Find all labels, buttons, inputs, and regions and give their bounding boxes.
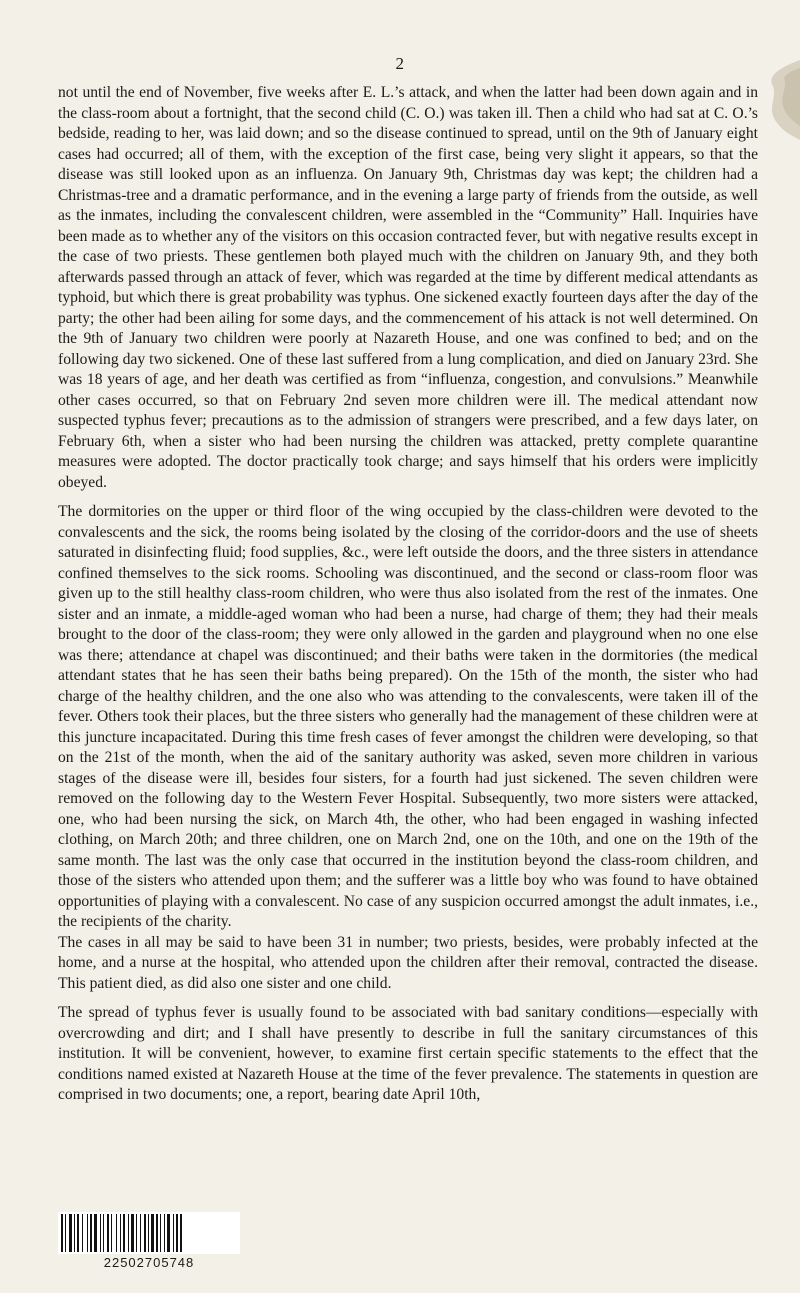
paragraph: not until the end of November, five weeks after E. L.’s attack, and when the latter had been down again and in the class-room about a fortnight, that the second child (C. O.) was taken ill. Then a child who had sat at C. O.’s bedside, reading to her, was laid down; and so the disease continued to spread, until on the 9th of January eight cases had occurred; all of them, with the exception of the first case, being very slight it appears, so that the disease was still looked upon as an influenza. On January 9th, Christmas day was kept; the children had a Christmas-tree and a dramatic performance, and in the evening a large party of friends from the outside, as well as the inmates, including the convalescent children, were assembled in the “Community” Hall. Inquiries have been made as to whether any of the visitors on this occasion contracted fever, but with negative results except in the case of two priests. These gentlemen both played much with the children on January 9th, and they both afterwards passed through an attack of fever, which was regarded at the time by different medical attendants as typhoid, but which there is great probability was typhus. One sickened exactly fourteen days after the day of the party; the other had been ailing for some days, and the commencement of his attack is not well determined. On the 9th of January two children were poorly at Nazareth House, and one was confined to bed; and on the following day two sickened. One of these last suffered from a lung complication, and died on January 23rd. She was 18 years of age, and her death was certified as from “influenza, congestion, and convulsions.” Meanwhile other cases occurred, so that on February 2nd seven more children were ill. The medical attendant now suspected typhus fever; precautions as to the admission of strangers were prescribed, and a few days later, on February 6th, when a sister who had been nursing the children was attacked, pretty complete quarantine measures were adopted. The doctor practically took charge; and says himself that his orders were implicitly obeyed. xyxy=(58,84,759,491)
page-number: 2 xyxy=(395,54,405,73)
barcode-label xyxy=(58,1212,240,1270)
paragraph: The cases in all may be said to have been 31 in number; two priests, besides, were probably infected at the home, and a nurse at the hospital, who attended upon the children after their removal, contracted the disease. This patient died, as did also one sister and one child. xyxy=(58,933,758,992)
paragraph: The dormitories on the upper or third floor of the wing occupied by the class-children were devoted to the convalescents and the sick, the rooms being isolated by the closing of the corridor-doors and the use of sheets saturated in disinfecting fluid; food supplies, &c., were left outside the doors, and the three sisters in attendance confined themselves to the sick rooms. Schooling was discontinued, and the second or class-room floor was given up to the still healthy class-room children, who were thus also isolated from the rest of the inmates. One sister and an inmate, a middle-aged woman who had been a nurse, had charge of them; they had their meals brought to the door of the class-room; they were only allowed in the garden and playground when no one else was there; attendance at chapel was discontinued; and their baths were taken in the dormitories (the medical attendant states that he has seen their baths being prepared). On the 15th of the month, the sister who had charge of the healthy children, and the one also who was attending to the convalescents, were taken ill of the fever. Others took their places, but the three sisters who generally had the management of these children were at this juncture incapacitated. During this time fresh cases of fever amongst the children were developing, so that on the 21st of the month, when the aid of the sanitary authority was asked, seven more children in various stages of the disease were ill, besides four sisters, for a fourth had just sickened. The seven children were removed on the following day to the Western Fever Hospital. Subsequently, two more sisters were attacked, one, who had been nursing the sick, on March 4th, the other, who had been engaged in washing infected clothing, on March 20th; and three children, one on March 2nd, one on the 10th, and one on the 19th of the same month. The last was the only case that occurred in the institution beyond the class-room children, and those of the sisters who attended upon them; and the sufferer was a little boy who was found to have obtained opportunities of playing with a convalescent. No case of any suspicion occurred amongst the adult inmates, i.e., the recipients of the charity. xyxy=(58,503,758,930)
barcode xyxy=(58,1212,240,1254)
barcode-number: 22502705748 xyxy=(103,1255,195,1270)
document-body xyxy=(58,83,758,1106)
paragraph: The spread of typhus fever is usually found to be associated with bad sanitary conditions—especially with overcrowding and dirt; and I shall have presently to describe in full the sanitary circumstances of this institution. It will be convenient, however, to examine first certain specific statements to the effect that the conditions named existed at Nazareth House at the time of the fever prevalence. The statements in question are comprised in two documents; one, a report, bearing date April 10th, xyxy=(58,1004,758,1103)
